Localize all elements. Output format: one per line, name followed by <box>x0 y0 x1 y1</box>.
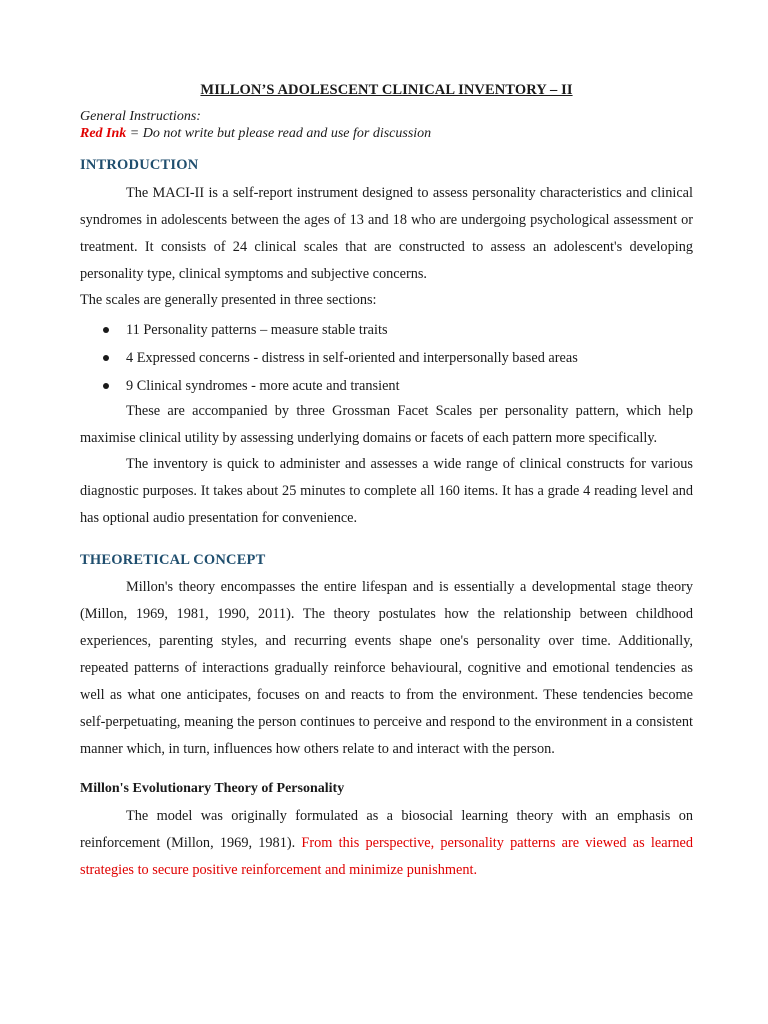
introduction-heading: INTRODUCTION <box>80 157 199 173</box>
list-item: 9 Clinical syndromes - more acute and transient <box>80 372 578 400</box>
scales-intro: The scales are generally presented in three sections: <box>80 292 377 308</box>
red-ink-label: Red Ink <box>80 126 127 141</box>
evolutionary-heading: Millon's Evolutionary Theory of Personality <box>80 781 345 796</box>
red-ink-note <box>80 126 431 142</box>
evolutionary-text: The model was originally formulated as a biosocial learning theory with an emphasis on reinforcement (Millon, 1969, 1981). <box>80 808 693 851</box>
list-item: 11 Personality patterns – measure stable traits <box>80 316 578 344</box>
bullet-icon <box>103 355 109 361</box>
evolutionary-red-text: From this perspective, personality patterns are viewed as learned strategies to secure positive reinforcement and minimize punishment. <box>80 835 693 878</box>
list-item: 4 Expressed concerns - distress in self-oriented and interpersonally based areas <box>80 344 578 372</box>
bullet-icon <box>103 383 109 389</box>
introduction-paragraph-2: These are accompanied by three Grossman Facet Scales per personality pattern, which help maximise clinical utility by assessing underlying domains or facets of each pattern more specifically. <box>80 403 693 446</box>
theoretical-heading: THEORETICAL CONCEPT <box>80 552 266 568</box>
red-ink-text: = Do not write but please read and use for discussion <box>126 126 432 141</box>
introduction-paragraph-3: The inventory is quick to administer and assesses a wide range of clinical constructs for various diagnostic purposes. It takes about 25 minutes to complete all 160 items. It has a grade 4 reading level and has optional audio presentation for convenience. <box>80 456 693 526</box>
document-title: MILLON’S ADOLESCENT CLINICAL INVENTORY – II <box>200 82 573 98</box>
evolutionary-paragraph <box>80 803 693 884</box>
bullet-icon <box>103 327 109 333</box>
general-instructions: General Instructions: <box>80 109 201 124</box>
scales-list <box>80 316 578 400</box>
theoretical-paragraph: Millon's theory encompasses the entire lifespan and is essentially a developmental stage theory (Millon, 1969, 1981, 1990, 2011). The theory postulates how the relationship between childhood experiences, parenting styles, and recurring events shape one's personality over time. Additionally, repeated patterns of interactions gradually reinforce behavioural, cognitive and emotional tendencies as well as what one anticipates, focuses on and reacts to from the environment. These tendencies become self-perpetuating, meaning the person continues to perceive and respond to the environment in a consistent manner which, in turn, influences how others relate to and interact with the person. <box>80 579 693 757</box>
introduction-paragraph-1: The MACI-II is a self-report instrument designed to assess personality characteristics and clinical syndromes in adolescents between the ages of 13 and 18 who are undergoing psychological assessment or treatment. It consists of 24 clinical scales that are constructed to assess an adolescent's developing personality type, clinical symptoms and subjective concerns. <box>80 185 693 282</box>
